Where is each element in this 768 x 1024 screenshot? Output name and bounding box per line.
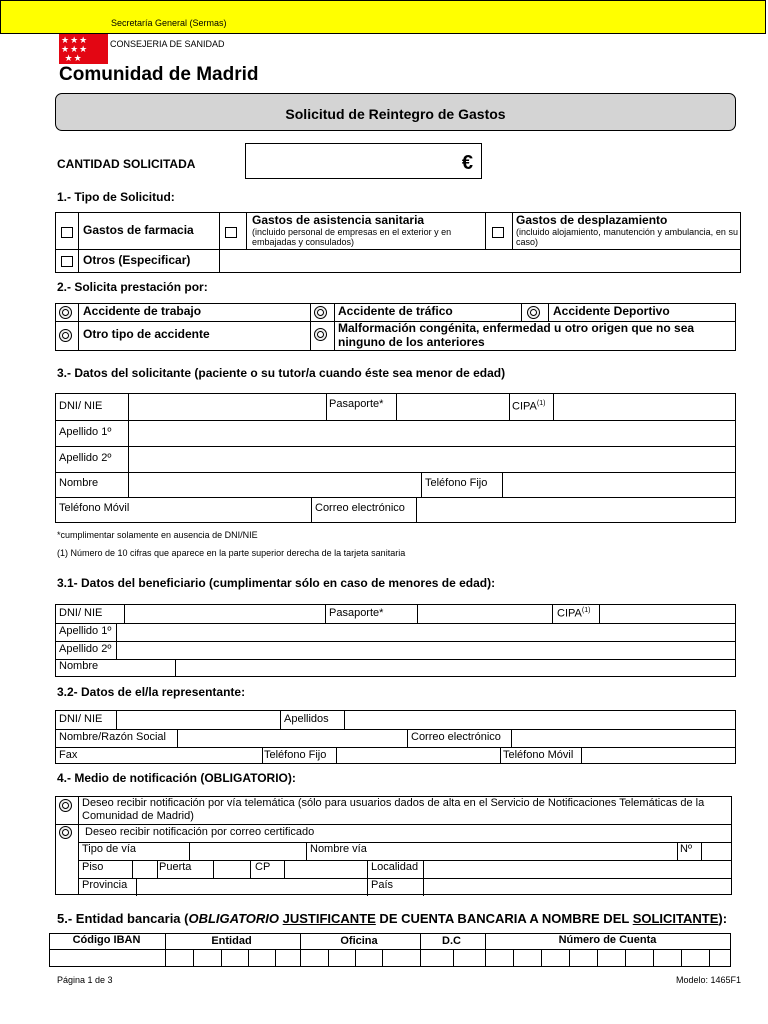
section31-title: 3.1- Datos del beneficiario (cumplimentar sólo en caso de menores de edad): bbox=[57, 576, 496, 590]
puerta-input[interactable] bbox=[213, 860, 248, 876]
header-banner bbox=[0, 0, 766, 34]
s31-nombre-label: Nombre bbox=[59, 660, 99, 672]
s31-cipa-input[interactable] bbox=[600, 605, 734, 621]
s31-apellido1-input[interactable] bbox=[117, 623, 734, 639]
localidad-label: Localidad bbox=[371, 861, 419, 873]
madrid-flag-logo bbox=[59, 34, 108, 64]
s3-nombre-label: Nombre bbox=[59, 477, 99, 489]
pais-label: País bbox=[371, 879, 394, 891]
piso-label: Piso bbox=[82, 861, 104, 873]
cuenta-header: Número de Cuenta bbox=[558, 934, 657, 946]
s32-fax-label: Fax bbox=[59, 749, 78, 761]
asistencia-checkbox[interactable] bbox=[225, 227, 237, 238]
s32-telefono-movil-label: Teléfono Móvil bbox=[503, 749, 574, 761]
s3-cipa-input[interactable] bbox=[554, 395, 734, 418]
s32-telefono-movil-input[interactable] bbox=[582, 747, 734, 763]
s32-telefono-fijo-label: Teléfono Fijo bbox=[264, 749, 327, 761]
s3-pasaporte-input[interactable] bbox=[397, 395, 505, 418]
localidad-input[interactable] bbox=[423, 860, 731, 876]
piso-input[interactable] bbox=[132, 860, 155, 876]
section5-title: 5.- Entidad bancaria (OBLIGATORIO JUSTIFICANTE DE CUENTA BANCARIA A NOMBRE DEL SOLICITANTE): bbox=[57, 911, 728, 926]
otro-accidente-label: Otro tipo de accidente bbox=[83, 327, 210, 341]
s3-note2: (1) Número de 10 cifras que aparece en la parte superior derecha de la tarjeta sanitaria bbox=[57, 548, 406, 558]
s31-pasaporte-input[interactable] bbox=[418, 605, 551, 621]
trafico-label: Accidente de tráfico bbox=[338, 304, 453, 318]
otro-accidente-radio[interactable] bbox=[59, 329, 72, 342]
s31-dni-input[interactable] bbox=[125, 605, 323, 621]
pais-input[interactable] bbox=[423, 878, 731, 894]
telematica-radio[interactable] bbox=[59, 799, 72, 812]
s32-dni-label: DNI/ NIE bbox=[59, 713, 103, 725]
desplazamiento-checkbox[interactable] bbox=[492, 227, 504, 238]
numero-label: Nº bbox=[680, 843, 692, 855]
tipo-via-label: Tipo de vía bbox=[82, 843, 137, 855]
s32-correo-input[interactable] bbox=[512, 729, 734, 745]
banner-text: Secretaría General (Sermas) bbox=[111, 18, 227, 28]
euro-symbol: € bbox=[461, 152, 473, 174]
oficina-header: Oficina bbox=[340, 935, 378, 947]
s3-dni-input[interactable] bbox=[129, 395, 323, 418]
numero-input[interactable] bbox=[701, 842, 731, 858]
s32-razon-input[interactable] bbox=[178, 729, 404, 745]
cp-input[interactable] bbox=[284, 860, 365, 876]
section2-title: 2.- Solicita prestación por: bbox=[57, 280, 208, 294]
form-title: Solicitud de Reintegro de Gastos bbox=[285, 106, 506, 122]
s3-apellido2-label: Apellido 2º bbox=[59, 452, 112, 464]
amount-label: CANTIDAD SOLICITADA bbox=[57, 157, 196, 171]
model-number: Modelo: 1465F1 bbox=[676, 975, 742, 985]
stars-icon: ★★★ ★★★ ★★ bbox=[61, 35, 89, 63]
s32-dni-input[interactable] bbox=[117, 711, 277, 727]
provincia-label: Provincia bbox=[82, 879, 128, 891]
s3-telefono-fijo-label: Teléfono Fijo bbox=[425, 477, 488, 489]
s32-razon-label: Nombre/Razón Social bbox=[59, 731, 166, 743]
s3-apellido1-input[interactable] bbox=[129, 421, 734, 444]
s31-cipa-label: CIPA$^{(1)}$ bbox=[557, 607, 591, 620]
nombre-via-label: Nombre vía bbox=[310, 843, 367, 855]
otros-label: Otros (Especificar) bbox=[83, 253, 191, 267]
section1-title: 1.- Tipo de Solicitud: bbox=[57, 190, 175, 204]
otros-checkbox[interactable] bbox=[61, 256, 73, 267]
s32-fax-input[interactable] bbox=[117, 747, 259, 763]
s3-telefono-fijo-input[interactable] bbox=[503, 473, 734, 496]
s3-note1: *cumplimentar solamente en ausencia de DNI/NIE bbox=[57, 530, 258, 540]
consejeria-label: CONSEJERIA DE SANIDAD bbox=[110, 39, 225, 49]
s31-dni-label: DNI/ NIE bbox=[59, 607, 103, 619]
s3-telefono-movil-label: Teléfono Móvil bbox=[59, 502, 130, 514]
s3-apellido2-input[interactable] bbox=[129, 447, 734, 470]
s32-correo-label: Correo electrónico bbox=[411, 731, 501, 743]
malformacion-label: Malformación congénita, enfermedad u otro origen que no sea ninguno de los anteriores bbox=[338, 321, 695, 349]
asistencia-note: (incluido personal de empresas en el exterior y en embajadas y consulados) bbox=[252, 227, 452, 247]
trafico-radio[interactable] bbox=[314, 306, 327, 319]
trabajo-radio[interactable] bbox=[59, 306, 72, 319]
s31-pasaporte-label: Pasaporte* bbox=[329, 607, 384, 619]
s3-pasaporte-label: Pasaporte* bbox=[329, 398, 384, 410]
iban-header: Código IBAN bbox=[72, 934, 141, 946]
puerta-label: Puerta bbox=[159, 861, 192, 873]
s31-apellido2-input[interactable] bbox=[117, 641, 734, 657]
amount-input[interactable] bbox=[245, 143, 482, 179]
section32-title: 3.2- Datos de el/la representante: bbox=[57, 685, 246, 699]
tipo-via-input[interactable] bbox=[190, 842, 302, 858]
dc-header: D.C bbox=[442, 935, 461, 947]
s32-telefono-fijo-input[interactable] bbox=[337, 747, 497, 763]
section3-title: 3.- Datos del solicitante (paciente o su tutor/a cuando éste sea menor de edad) bbox=[57, 366, 506, 380]
s3-cipa-label: CIPA$^{(1)}$ bbox=[512, 400, 546, 413]
nombre-via-input[interactable] bbox=[372, 842, 673, 858]
deportivo-label: Accidente Deportivo bbox=[553, 304, 670, 318]
otros-input[interactable] bbox=[219, 249, 740, 272]
asistencia-label: Gastos de asistencia sanitaria bbox=[252, 213, 425, 227]
farmacia-label: Gastos de farmacia bbox=[83, 223, 194, 237]
farmacia-checkbox[interactable] bbox=[61, 227, 73, 238]
form-title-box bbox=[55, 93, 736, 131]
s32-apellidos-label: Apellidos bbox=[284, 713, 329, 725]
s31-nombre-input[interactable] bbox=[176, 659, 734, 675]
s31-apellido2-label: Apellido 2º bbox=[59, 643, 112, 655]
s3-correo-label: Correo electrónico bbox=[315, 502, 405, 514]
desplazamiento-note: (incluido alojamiento, manutención y ambulancia, en su caso) bbox=[516, 227, 738, 247]
s3-telefono-movil-input[interactable] bbox=[129, 498, 309, 521]
org-name: Comunidad de Madrid bbox=[59, 64, 259, 85]
deportivo-radio[interactable] bbox=[527, 306, 540, 319]
provincia-input[interactable] bbox=[136, 878, 365, 894]
correo-certificado-label: Deseo recibir notificación por correo certificado bbox=[85, 826, 315, 838]
desplazamiento-label: Gastos de desplazamiento bbox=[516, 213, 668, 227]
section4-title: 4.- Medio de notificación (OBLIGATORIO): bbox=[57, 771, 296, 785]
s3-nombre-input[interactable] bbox=[129, 473, 419, 496]
s31-apellido1-label: Apellido 1º bbox=[59, 625, 112, 637]
entidad-header: Entidad bbox=[211, 935, 252, 947]
cp-label: CP bbox=[255, 861, 271, 873]
page-number: Página 1 de 3 bbox=[57, 975, 113, 985]
account-number-input[interactable] bbox=[50, 949, 730, 966]
malformacion-radio[interactable] bbox=[314, 328, 327, 341]
s3-apellido1-label: Apellido 1º bbox=[59, 426, 112, 438]
s3-correo-input[interactable] bbox=[418, 498, 734, 521]
trabajo-label: Accidente de trabajo bbox=[83, 304, 202, 318]
s32-apellidos-input[interactable] bbox=[345, 711, 734, 727]
s3-dni-label: DNI/ NIE bbox=[59, 400, 103, 412]
telematica-label: Deseo recibir notificación por vía telemática (sólo para usuarios dados de alta en el Servicio de Notificaciones Telemáticas de la Comunidad de Madrid) bbox=[82, 797, 705, 822]
correo-certificado-radio[interactable] bbox=[59, 826, 72, 839]
